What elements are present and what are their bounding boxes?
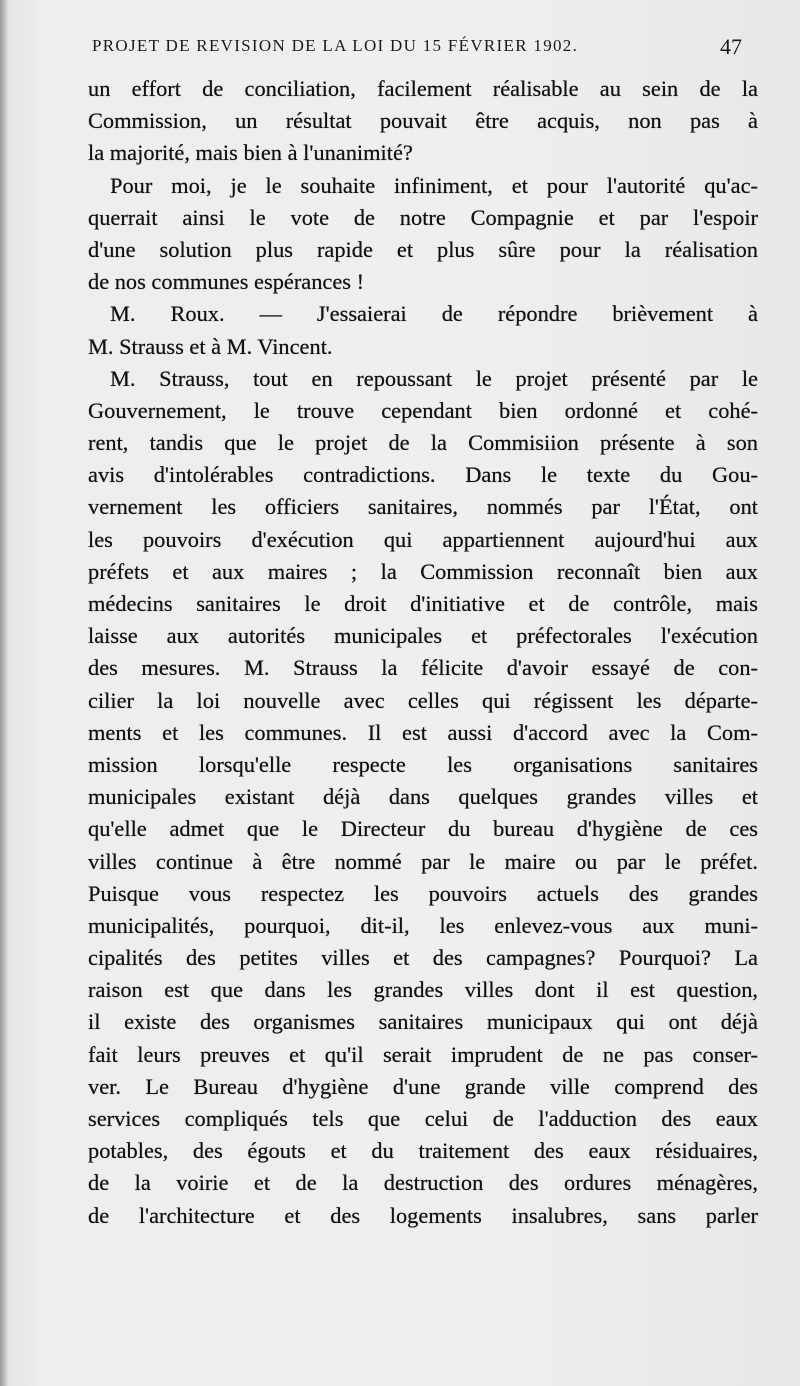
text-line: des mesures. M. Strauss la félicite d'avoir essayé de con-	[88, 655, 758, 681]
text-line: ver. Le Bureau d'hygiène d'une grande ville comprend des	[88, 1073, 758, 1099]
text-line: cilier la loi nouvelle avec celles qui régissent les départe-	[88, 687, 758, 713]
text-line: Gouvernement, le trouve cependant bien ordonné et cohé-	[88, 397, 758, 423]
text-line: il existe des organismes sanitaires municipaux qui ont déjà	[88, 1009, 758, 1035]
text-line: M. Strauss et à M. Vincent.	[88, 333, 333, 359]
text-line: qu'elle admet que le Directeur du bureau d'hygiène de ces	[88, 816, 758, 842]
text-line: villes continue à être nommé par le maire ou par le préfet.	[88, 848, 758, 874]
text-line: M. Roux. — J'essaierai de répondre brièvement à	[110, 301, 758, 327]
text-line: laisse aux autorités municipales et préfectorales l'exécution	[88, 623, 758, 649]
text-line: mission lorsqu'elle respecte les organisations sanitaires	[88, 751, 758, 777]
text-line: de la voirie et de la destruction des ordures ménagères,	[88, 1170, 758, 1196]
text-line: avis d'intolérables contradictions. Dans le texte du Gou-	[88, 462, 758, 488]
page-number: 47	[720, 34, 742, 59]
text-line: préfets et aux maires ; la Commission reconnaît bien aux	[88, 558, 758, 584]
text-line: potables, des égouts et du traitement des eaux résiduaires,	[88, 1138, 758, 1164]
text-line: la majorité, mais bien à l'unanimité?	[88, 140, 413, 166]
text-line: Pour moi, je le souhaite infiniment, et pour l'autorité qu'ac-	[110, 172, 758, 198]
text-line: cipalités des petites villes et des campagnes? Pourquoi? La	[88, 945, 758, 971]
text-line: rent, tandis que le projet de la Commisiion présente à son	[88, 430, 758, 456]
text-line: de l'architecture et des logements insalubres, sans parler	[88, 1202, 758, 1228]
text-line: querrait ainsi le vote de notre Compagnie et par l'espoir	[88, 204, 758, 230]
text-line: M. Strauss, tout en repoussant le projet présenté par le	[110, 365, 758, 391]
text-line: vernement les officiers sanitaires, nommés par l'État, ont	[88, 494, 758, 520]
text-line: services compliqués tels que celui de l'adduction des eaux	[88, 1106, 758, 1131]
text-line: Puisque vous respectez les pouvoirs actuels des grandes	[88, 880, 758, 906]
page-header	[92, 36, 742, 70]
text-line: d'une solution plus rapide et plus sûre pour la réalisation	[88, 236, 758, 262]
text-line: raison est que dans les grandes villes dont il est question,	[88, 977, 758, 1003]
text-line: de nos communes espérances !	[88, 269, 365, 295]
text-line: médecins sanitaires le droit d'initiative et de contrôle, mais	[88, 591, 758, 616]
body-text	[88, 73, 758, 1232]
text-line: les pouvoirs d'exécution qui appartiennent aujourd'hui aux	[88, 526, 758, 552]
text-line: municipalités, pourquoi, dit-il, les enlevez-vous aux muni-	[88, 912, 758, 938]
running-title: PROJET DE REVISION DE LA LOI DU 15 FÉVRIER 1902.	[92, 36, 579, 55]
text-line: un effort de conciliation, facilement réalisable au sein de la	[88, 76, 758, 101]
text-line: fait leurs preuves et qu'il serait imprudent de ne pas conser-	[88, 1041, 758, 1067]
text-line: municipales existant déjà dans quelques grandes villes et	[88, 784, 758, 810]
page-gutter-shadow	[0, 0, 8, 1386]
text-line: Commission, un résultat pouvait être acquis, non pas à	[88, 108, 758, 134]
text-line: ments et les communes. Il est aussi d'accord avec la Com-	[88, 719, 758, 745]
